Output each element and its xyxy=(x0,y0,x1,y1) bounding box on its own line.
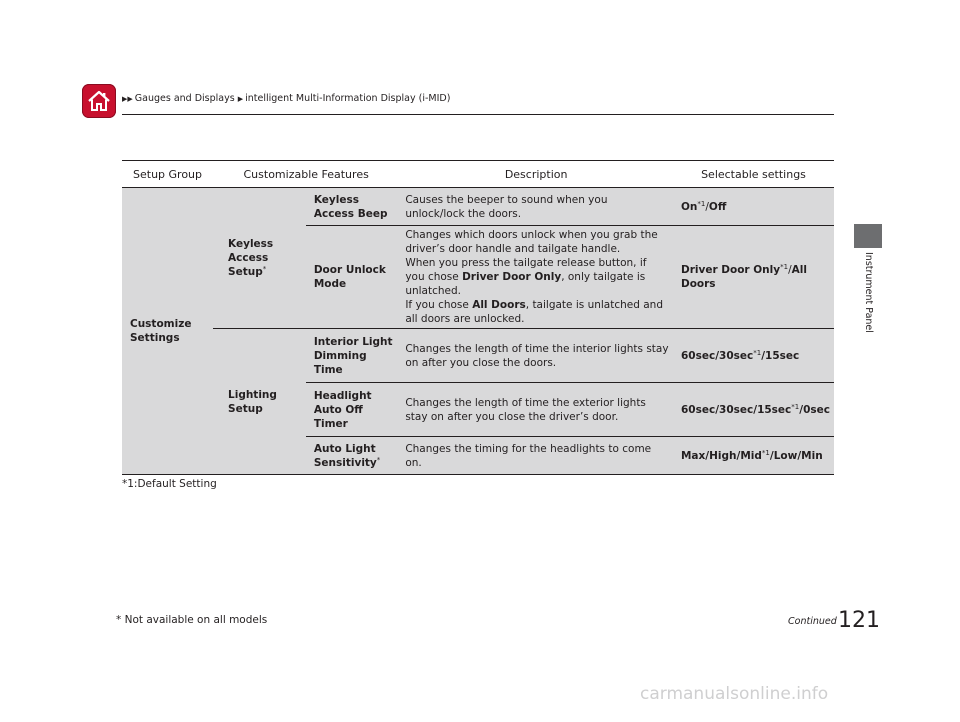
breadcrumb xyxy=(122,93,450,104)
description-cell: Changes the timing for the headlights to come on. xyxy=(399,437,673,475)
setting-cell: $60\sec/30\sec^{*1}/15\sec$ xyxy=(673,329,834,383)
feature-keyless-access: Keyless Access Setup* xyxy=(213,188,306,329)
setup-group-cell: Customize Settings xyxy=(122,188,213,475)
default-setting-footnote: *1:Default Setting xyxy=(122,478,217,490)
column-header-description: Description xyxy=(399,161,673,188)
subfeature-auto-light: Auto Light Sensitivity* xyxy=(306,437,399,475)
home-icon xyxy=(87,89,111,113)
feature-lighting-setup: Lighting Setup xyxy=(213,329,306,475)
section-side-label: Instrument Panel xyxy=(863,252,874,333)
setting-cell: On$^{*1}$/Off xyxy=(673,188,834,226)
subfeature-door-unlock: Door Unlock Mode xyxy=(306,226,399,329)
column-header-setup-group: Setup Group xyxy=(122,161,213,188)
settings-table xyxy=(122,160,834,475)
availability-note: * Not available on all models xyxy=(116,614,268,626)
arrow-right-icon: ▶▶ xyxy=(122,95,133,103)
section-tab-marker xyxy=(854,224,882,248)
description-cell: Changes which doors unlock when you grab the driver’s door handle and tailgate handle. When you press the tailgate release button, if you chose Driver Door Only, only tailgate is unlatched. If you chose All Doors, tailgate is unlatched and all doors are unlocked. xyxy=(399,226,673,329)
subfeature-keyless-beep: Keyless Access Beep xyxy=(306,188,399,226)
home-button[interactable] xyxy=(82,84,116,118)
arrow-right-icon: ▶ xyxy=(237,95,244,103)
header-divider xyxy=(122,114,834,115)
breadcrumb-item-gauges[interactable]: Gauges and Displays xyxy=(134,93,235,104)
continued-label: Continued xyxy=(788,616,837,627)
watermark: carmanualsonline.info xyxy=(640,684,829,704)
table-header-row xyxy=(122,161,834,188)
page-number: 121 xyxy=(838,608,880,633)
subfeature-interior-dimming: Interior Light Dimming Time xyxy=(306,329,399,383)
setting-cell: Driver Door Only$^{*1}$/All Doors xyxy=(673,226,834,329)
description-cell: Causes the beeper to sound when you unlock/lock the doors. xyxy=(399,188,673,226)
table-row xyxy=(122,329,834,383)
description-cell: Changes the length of time the interior lights stay on after you close the doors. xyxy=(399,329,673,383)
setting-cell: $60\sec/30\sec/15\sec^{*1}/0\sec$ xyxy=(673,383,834,437)
setting-cell: Max/High/Mid$^{*1}$/Low/Min xyxy=(673,437,834,475)
subfeature-headlight-timer: Headlight Auto Off Timer xyxy=(306,383,399,437)
table-row xyxy=(122,188,834,226)
description-cell: Changes the length of time the exterior lights stay on after you close the driver’s door. xyxy=(399,383,673,437)
column-header-settings: Selectable settings xyxy=(673,161,834,188)
breadcrumb-item-imid[interactable]: intelligent Multi-Information Display (i-MID) xyxy=(245,93,451,104)
column-header-features: Customizable Features xyxy=(213,161,399,188)
